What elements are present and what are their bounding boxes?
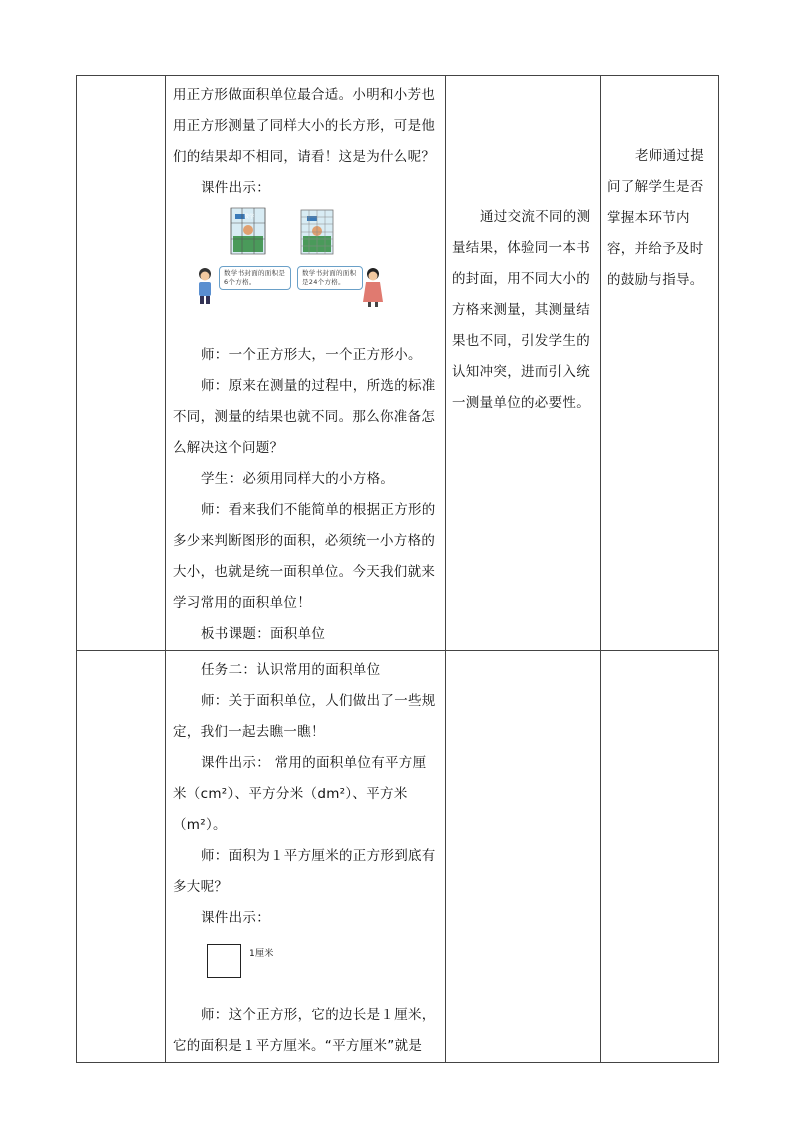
paragraph: 师：关于面积单位，人们做出了一些规定，我们一起去瞧一瞧！: [173, 693, 436, 740]
courseware-label: 课件出示：: [201, 180, 270, 196]
book-title-left: 数学: [244, 214, 255, 220]
unit-square: [207, 944, 241, 978]
lesson-plan-table: [76, 75, 719, 1063]
measurement-illustration: [173, 206, 439, 336]
table-row: [77, 76, 719, 651]
design-intent-cell: [446, 76, 601, 651]
girl-figure: [363, 268, 383, 307]
book-small-grid: [301, 210, 333, 254]
unit-label: 1厘米: [249, 949, 274, 959]
paragraph: 用正方形做面积单位最合适。小明和小芳也用正方形测量了同样大小的长方形，可是他们的结果却不相同，请看！这是为什么呢？: [173, 87, 436, 165]
paragraph: 任务二：认识常用的面积单位: [201, 662, 381, 678]
paragraph: 学生：必须用同样大的小方格。: [201, 471, 395, 487]
evaluation-cell: [601, 76, 719, 651]
speech-bubble-left: 数学书封面的面积是6个方格。: [219, 266, 291, 290]
evaluation-cell: [601, 651, 719, 1063]
paragraph: 师：原来在测量的过程中，所选的标准不同，测量的结果也就不同。那么你准备怎么解决这个问题？: [173, 378, 436, 456]
paragraph: 师：看来我们不能简单的根据正方形的多少来判断图形的面积，必须统一小方格的大小，也就是统一面积单位。今天我们就来学习常用的面积单位！: [173, 502, 436, 611]
evaluation-text: 老师通过提问了解学生是否掌握本环节内容，并给予及时的鼓励与指导。: [607, 148, 704, 288]
square-centimeter-figure: [207, 940, 439, 992]
speech-bubble-right: 数学书封面的面积是24个方格。: [297, 266, 363, 290]
design-intent-cell: [446, 651, 601, 1063]
paragraph: 师：这个正方形，它的边长是１厘米，它的面积是１平方厘米。“平方厘米”就是: [173, 1007, 436, 1054]
paragraph: 板书课题：面积单位: [201, 626, 326, 642]
paragraph: 课件出示： 常用的面积单位有平方厘米（cm²）、平方分米（dm²）、平方米（m²）。: [173, 755, 427, 833]
boy-figure: [199, 268, 211, 304]
paragraph: 师：一个正方形大，一个正方形小。: [201, 347, 422, 363]
table-row: [77, 651, 719, 1063]
stage-cell: [77, 651, 166, 1063]
stage-cell: [77, 76, 166, 651]
paragraph: 师：面积为１平方厘米的正方形到底有多大呢？: [173, 848, 436, 895]
design-intent-text: 通过交流不同的测量结果，体验同一本书的封面，用不同大小的方格来测量，其测量结果也不同，引发学生的认知冲突，进而引入统一测量单位的必要性。: [452, 209, 591, 411]
teaching-process-cell: [166, 651, 446, 1063]
courseware-label: 课件出示：: [201, 910, 270, 926]
teaching-process-cell: [166, 76, 446, 651]
